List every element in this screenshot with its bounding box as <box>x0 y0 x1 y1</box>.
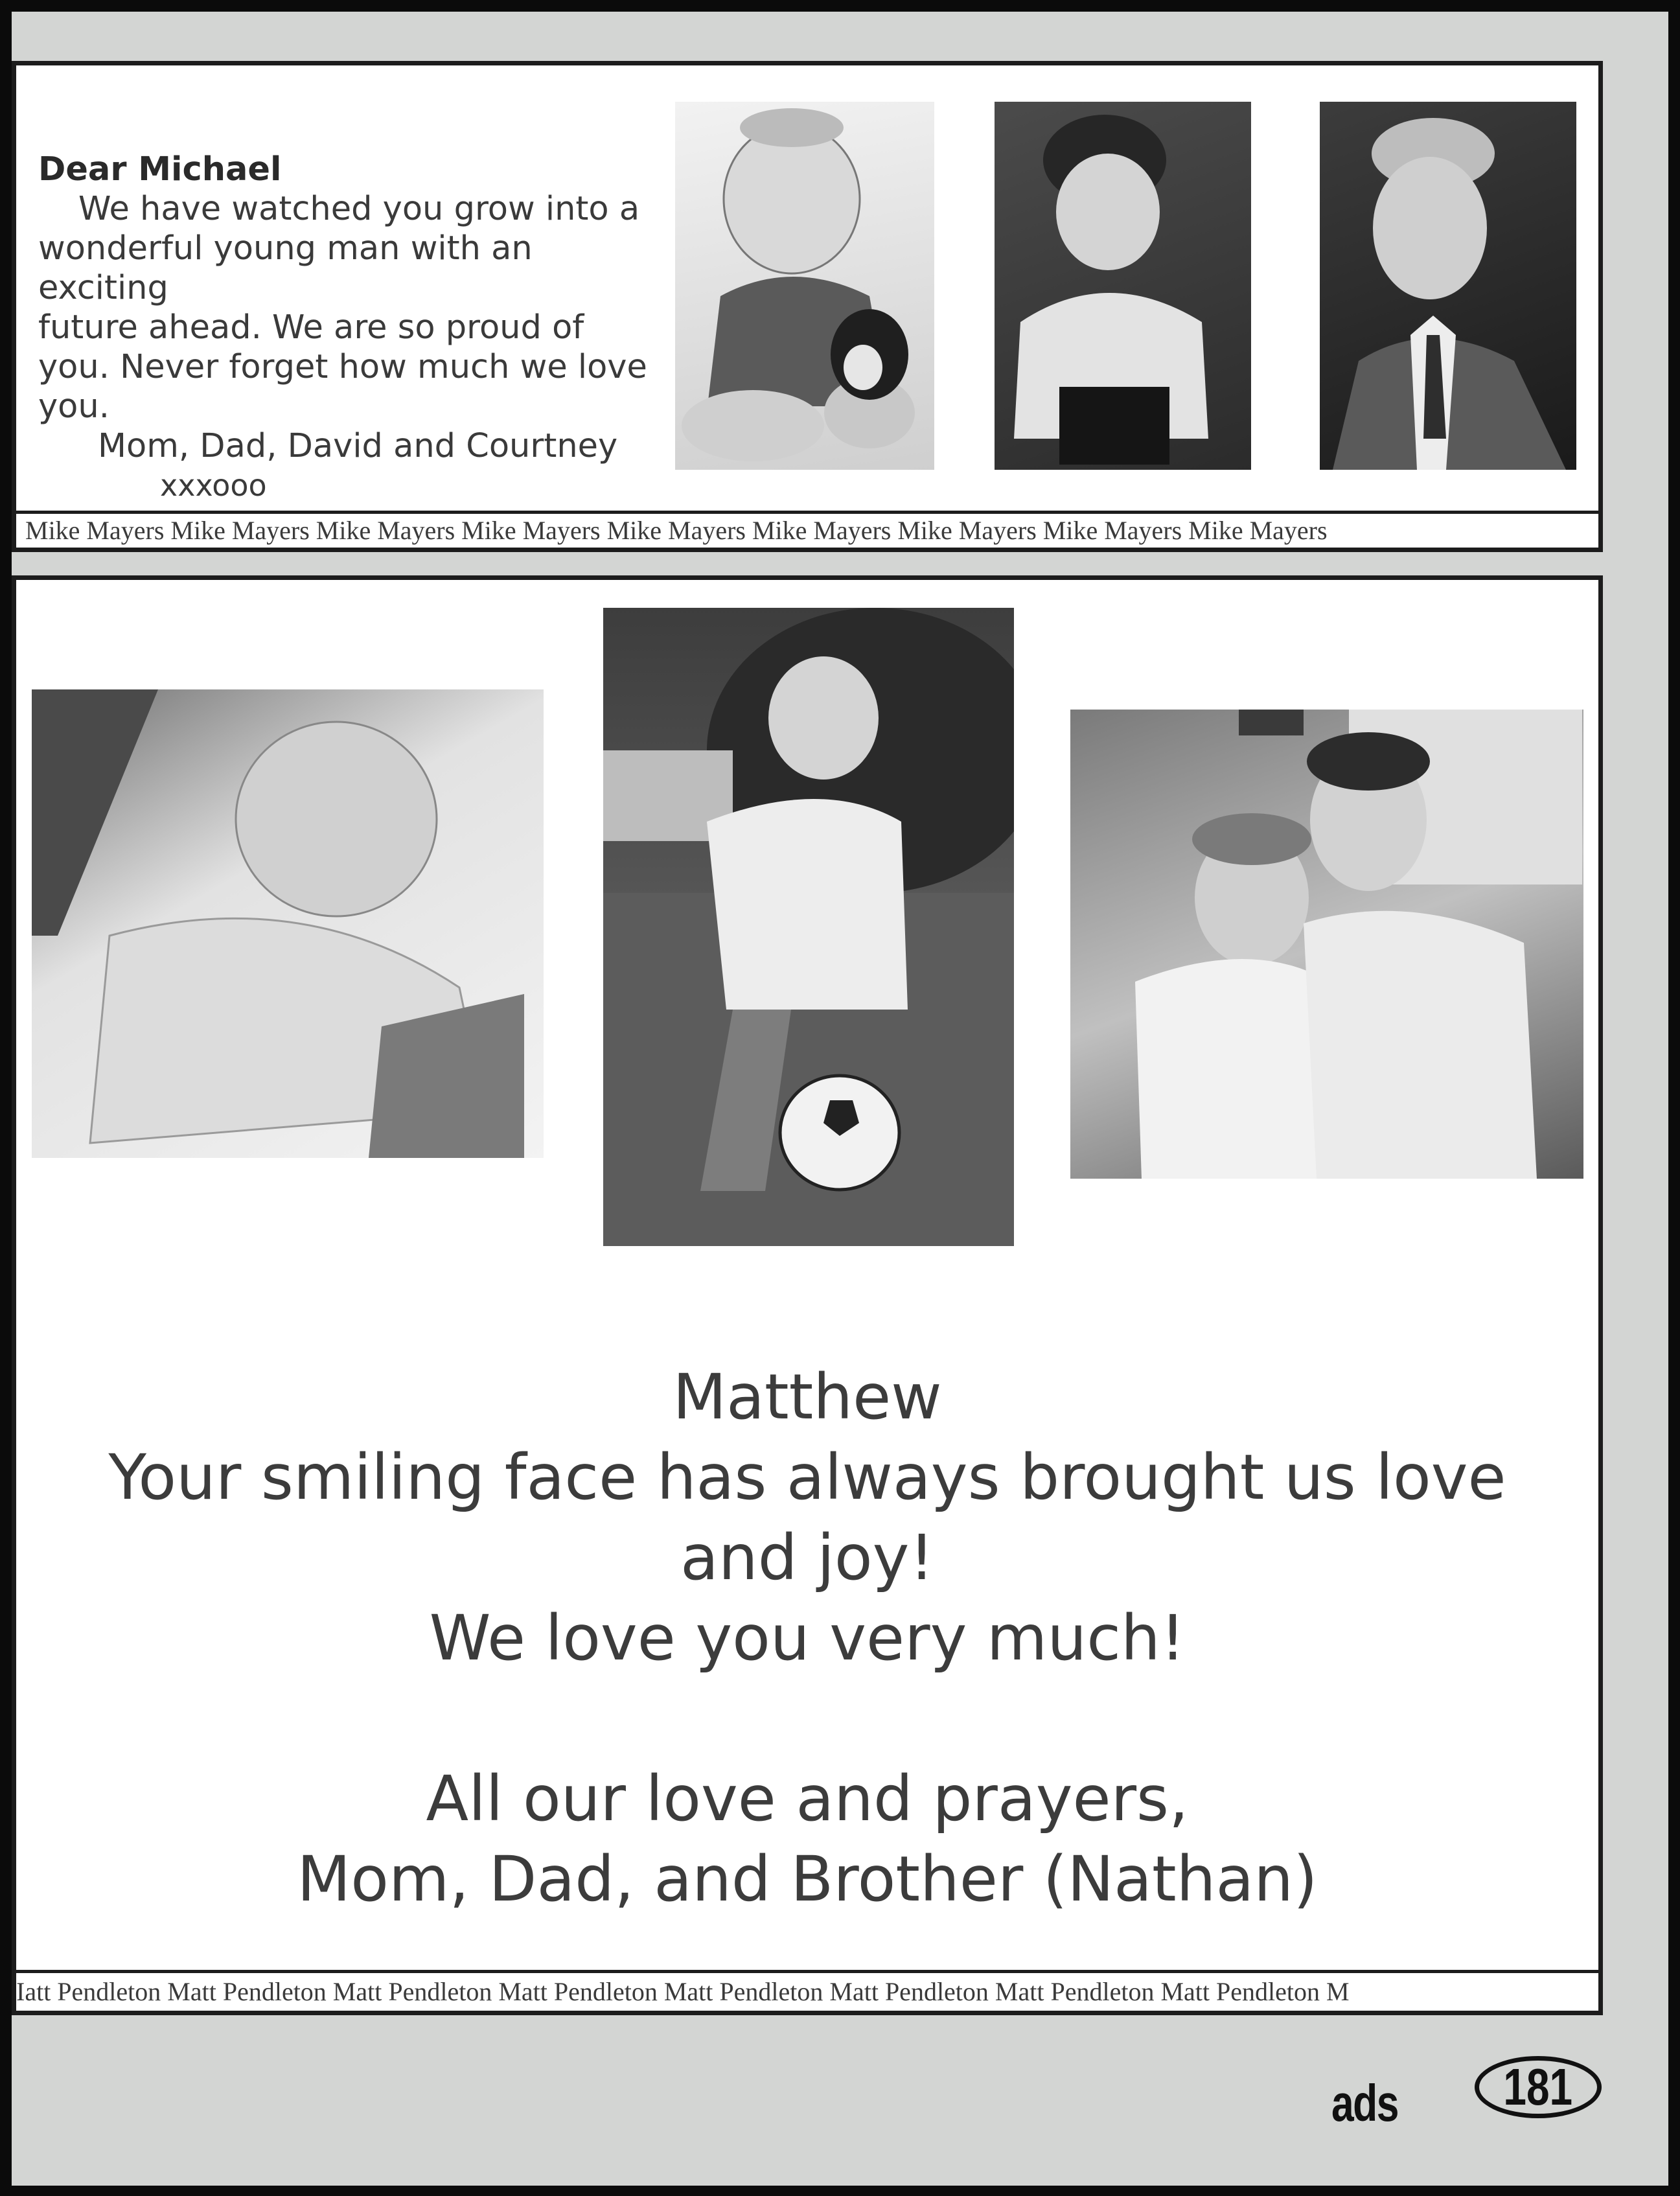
letter-line: wonderful young man with an exciting <box>38 229 533 307</box>
message-to-matthew <box>16 1357 1598 1919</box>
message-closing: All our love and prayers, <box>426 1763 1189 1835</box>
message-signature: Mom, Dad, and Brother (Nathan) <box>297 1843 1318 1915</box>
message-line: We love you very much! <box>429 1602 1186 1674</box>
soccer-photo-matthew <box>603 608 1014 1246</box>
letter-line: you. <box>38 387 109 426</box>
brothers-photo-matthew-image <box>1070 710 1583 1179</box>
page-number-badge <box>1475 2056 1602 2118</box>
name-strip-matt-pendleton: Iatt Pendleton Matt Pendleton Matt Pendleton Matt Pendleton Matt Pendleton Matt Pendleton Matt Pendleton Matt Pendleton M <box>16 1970 1598 2011</box>
portrait-photo-michael-image <box>1320 102 1576 470</box>
baby-photo-matthew-image <box>32 689 544 1158</box>
section-label: ads <box>1331 2074 1398 2132</box>
baby-photo-matthew <box>32 689 544 1158</box>
toddler-photo-michael-image <box>995 102 1251 470</box>
baby-photo-michael <box>675 102 934 470</box>
brothers-photo-matthew <box>1070 710 1583 1179</box>
letter-to-michael <box>38 150 647 505</box>
recipient-name: Matthew <box>673 1361 942 1433</box>
letter-signature: Mom, Dad, David and Courtney <box>98 427 618 465</box>
page-number: 181 <box>1503 2058 1573 2116</box>
letter-line: you. Never forget how much we love <box>38 348 647 386</box>
message-line: and joy! <box>680 1521 934 1594</box>
salutation: Dear Michael <box>38 150 282 189</box>
ad-matt-pendleton <box>12 575 1603 2015</box>
ad-mike-mayers <box>12 61 1603 552</box>
letter-line: We have watched you grow into a <box>78 190 640 228</box>
letter-line: future ahead. We are so proud of <box>38 308 584 347</box>
name-strip-mike-mayers: Mike Mayers Mike Mayers Mike Mayers Mike Mayers Mike Mayers Mike Mayers Mike Mayers Mike Mayers Mike Mayers <box>16 511 1598 548</box>
message-line: Your smiling face has always brought us love <box>108 1441 1506 1514</box>
yearbook-page <box>12 12 1668 2186</box>
toddler-photo-michael <box>995 102 1251 470</box>
portrait-photo-michael <box>1320 102 1576 470</box>
soccer-photo-matthew-image <box>603 608 1014 1246</box>
baby-photo-michael-image <box>675 102 934 470</box>
letter-kisses: xxxooo <box>160 468 267 503</box>
